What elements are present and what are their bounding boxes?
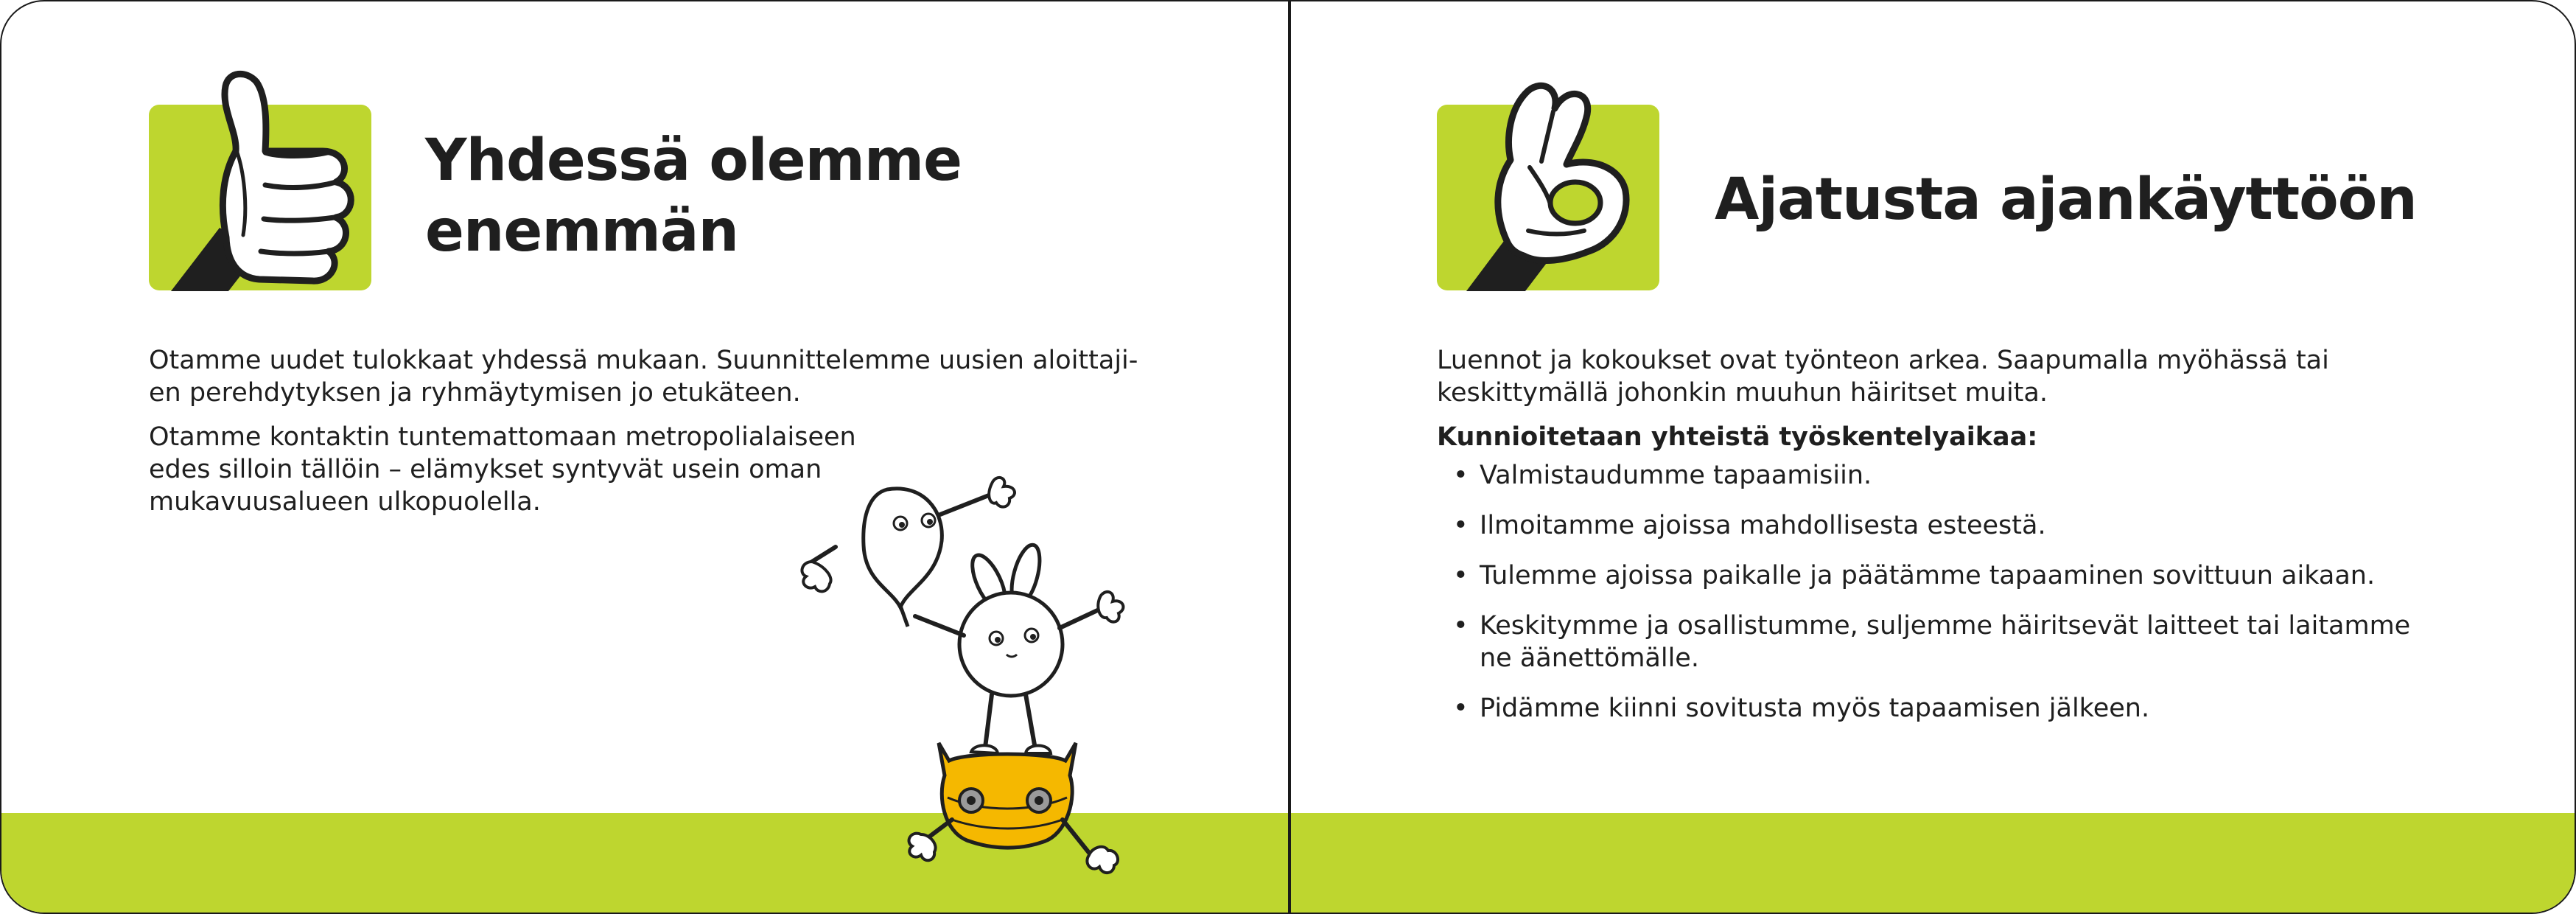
right-intro-line-2: keskittymällä johonkin muuhun häiritset muita. [1437, 378, 2048, 408]
list-item [1437, 459, 2542, 492]
list-item-text: Pidämme kiinni sovitusta myös tapaamisen jälkeen. [1480, 694, 2150, 723]
right-intro-line-1: Luennot ja kokoukset ovat työnteon arkea. Saapumalla myöhässä tai [1437, 346, 2329, 375]
yellow-cat-mascot [909, 743, 1119, 873]
list-item-text: Valmistaudumme tapaamisiin. [1480, 461, 1872, 490]
list-item-text: Tulemme ajoissa paikalle ja päätämme tapaaminen sovittuun aikaan. [1480, 561, 2376, 590]
left-title-line-2: enemmän [425, 198, 739, 265]
right-title: Ajatusta ajankäyttöön [1715, 167, 2417, 233]
left-title [425, 125, 962, 267]
ok-hand-icon [1437, 71, 1665, 300]
rules-list [1437, 459, 2542, 725]
right-intro [1437, 344, 2542, 409]
left-title-line-1: Yhdessä olemme [425, 128, 962, 194]
thumbs-up-icon [149, 64, 377, 300]
mascot-illustration [797, 451, 1210, 908]
left-panel [1, 1, 1288, 913]
right-panel [1291, 1, 2576, 913]
list-item-text-line-2: ne äänettömälle. [1480, 643, 1699, 673]
list-item [1437, 559, 2542, 592]
left-paragraph-2-line-1: Otamme kontaktin tuntemattomaan metropolialaiseen [149, 422, 856, 452]
left-paragraph-2-line-3: mukavuusalueen ulkopuolella. [149, 487, 541, 517]
rules-heading: Kunnioitetaan yhteistä työskentelyaikaa: [1437, 422, 2038, 452]
list-item-text: Keskitymme ja osallistumme, suljemme häiritsevät laitteet tai laitamme [1480, 611, 2411, 641]
left-paragraph-1-line-1: Otamme uudet tulokkaat yhdessä mukaan. Suunnittelemme uusien aloittaji- [149, 346, 1138, 375]
right-body [1437, 344, 2542, 742]
left-paragraph-2-line-2: edes silloin tällöin – elämykset syntyvät usein oman [149, 455, 822, 484]
bunny-mascot [915, 542, 1123, 753]
list-item-text: Ilmoitamme ajoissa mahdollisesta esteestä. [1480, 511, 2046, 540]
list-item [1437, 509, 2542, 542]
left-paragraph-1 [149, 344, 1254, 409]
list-item [1437, 610, 2542, 674]
left-paragraph-1-line-2: en perehdytyksen ja ryhmäytymisen jo etukäteen. [149, 378, 801, 408]
list-item [1437, 692, 2542, 725]
